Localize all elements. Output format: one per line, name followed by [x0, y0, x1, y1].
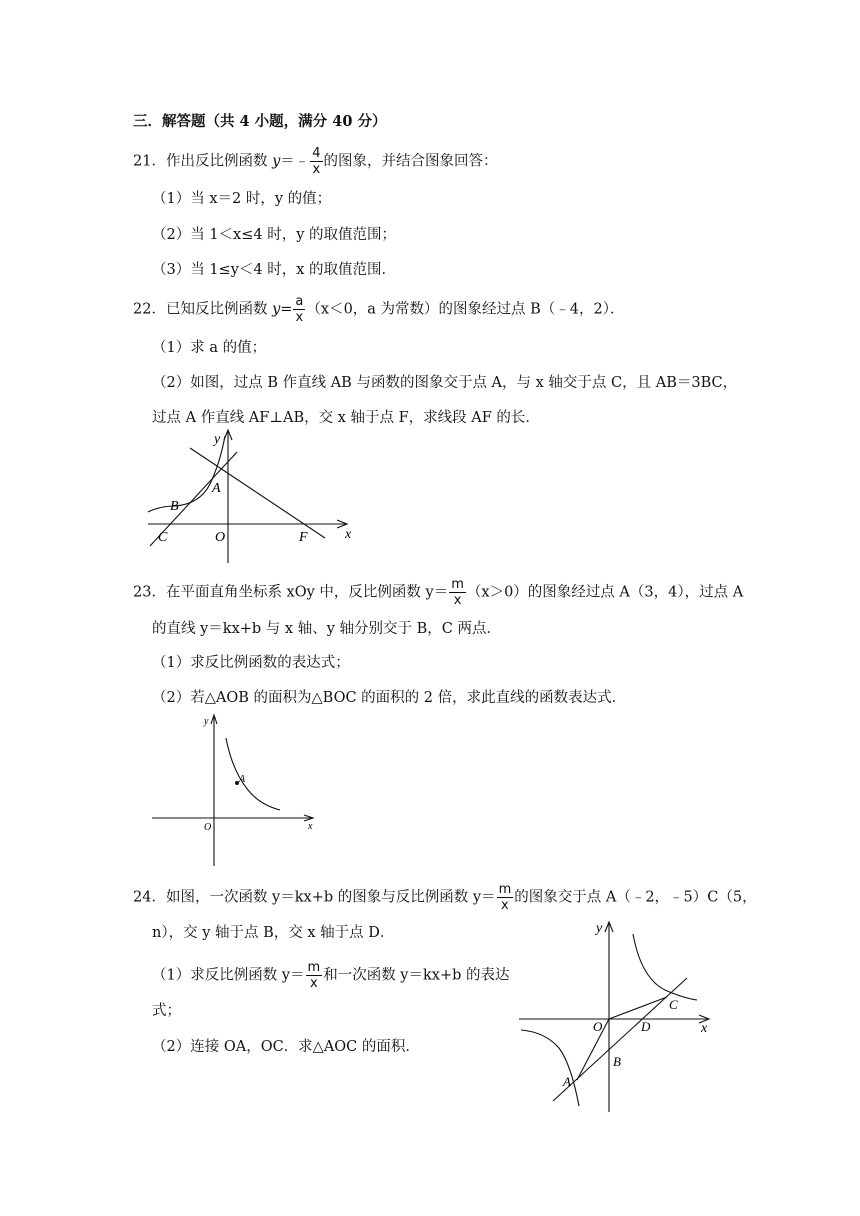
- q22-part-2: （2）如图，过点 B 作直线 AB 与函数的图象交于点 A，与 x 轴交于点 C，且 AB＝3BC，: [152, 375, 738, 391]
- q22-part-2-cont: 过点 A 作直线 AF⊥AB，交 x 轴于点 F，求线段 AF 的长．: [152, 410, 540, 426]
- q23-number: 23．: [133, 584, 166, 601]
- q24-stem-cont: n），交 y 轴于点 B，交 x 轴于点 D．: [152, 925, 395, 941]
- q24-label-b: B: [613, 1054, 621, 1069]
- q24-label-x: x: [701, 1021, 708, 1036]
- q24-part-1: （1）求反比例函数 y＝ $\frac{m}{x}$ 和一次函数 y＝kx+b 的表达: [152, 960, 510, 991]
- q21-part-2: （2）当 1＜x≤4 时，y 的取值范围；: [152, 227, 397, 243]
- q23-label-a: A: [239, 774, 246, 785]
- q24-label-d: D: [641, 1019, 651, 1034]
- q24-figure: [515, 918, 715, 1114]
- q21-number: 21．: [133, 153, 166, 170]
- q22-part-1: （1）求 a 的值；: [152, 340, 267, 356]
- q24-part-1-cont: 式；: [152, 1003, 181, 1019]
- q22-label-a: A: [212, 481, 221, 496]
- q22-label-o: O: [215, 530, 226, 545]
- q21-part-1: （1）当 x＝2 时，y 的值；: [152, 191, 332, 207]
- q22-figure: [140, 428, 365, 566]
- q24-hyperbola-upper: [633, 934, 697, 1000]
- q22-label-x: x: [345, 527, 352, 542]
- q24-line-ac: [553, 978, 687, 1101]
- q22-stem: 22．已知反比例函数 y= $\frac{a}{x}$ （x＜0，a 为常数）的图象经过点 B（﹣4，2）．: [133, 294, 625, 325]
- q22-fraction: $\frac{a}{x}$: [295, 294, 304, 325]
- q21-stem: 21．作出反比例函数 y＝﹣ $\frac{4}{x}$ 的图象，并结合图象回答：: [133, 146, 498, 177]
- section-title: 三．解答题（共 4 小题，满分 40 分）: [133, 113, 387, 130]
- q23-label-x: x: [308, 821, 313, 832]
- q24-label-c: C: [669, 997, 678, 1012]
- q22-label-b: B: [170, 499, 179, 514]
- q24-fraction: $\frac{m}{x}$: [498, 882, 512, 913]
- q24-number: 24．: [133, 889, 166, 906]
- q23-part-1: （1）求反比例函数的表达式；: [152, 655, 350, 671]
- q23-hyperbola: [226, 738, 280, 810]
- q22-label-f: F: [299, 530, 308, 545]
- q22-number: 22．: [133, 301, 166, 318]
- q24-segment-oc: [609, 997, 667, 1019]
- q24-label-a: A: [563, 1074, 571, 1089]
- q24-label-o: O: [593, 1019, 603, 1034]
- q24-part1-fraction: $\frac{m}{x}$: [307, 960, 321, 991]
- q21-fraction: $\frac{4}{x}$: [312, 146, 321, 177]
- q24-hyperbola-lower: [521, 1030, 579, 1106]
- q24-label-y: y: [596, 921, 603, 936]
- q23-label-y: y: [204, 716, 209, 727]
- q23-stem-cont: 的直线 y＝kx+b 与 x 轴、y 轴分别交于 B，C 两点．: [152, 621, 501, 637]
- q24-part-2: （2）连接 OA，OC．求△AOC 的面积．: [152, 1039, 420, 1055]
- q22-label-c: C: [158, 530, 168, 545]
- q23-fraction: $\frac{m}{x}$: [451, 577, 464, 608]
- q23-figure: [148, 710, 323, 870]
- q23-stem: 23．在平面直角坐标系 xOy 中，反比例函数 y＝ $\frac{m}{x}$ （x＞0）的图象经过点 A（3，4），过点 A: [133, 577, 744, 608]
- q22-label-y: y: [214, 432, 221, 447]
- q21-part-3: （3）当 1≤y＜4 时，x 的取值范围．: [152, 262, 397, 278]
- q23-part-2: （2）若△AOB 的面积为△BOC 的面积的 2 倍，求此直线的函数表达式．: [152, 690, 627, 706]
- q22-hyperbola: [148, 436, 225, 512]
- q24-stem: 24．如图，一次函数 y＝kx+b 的图象与反比例函数 y＝ $\frac{m}{x}$ 的图象交于点 A（﹣2，﹣5）C（5，: [133, 882, 757, 913]
- q23-label-o: O: [204, 822, 212, 833]
